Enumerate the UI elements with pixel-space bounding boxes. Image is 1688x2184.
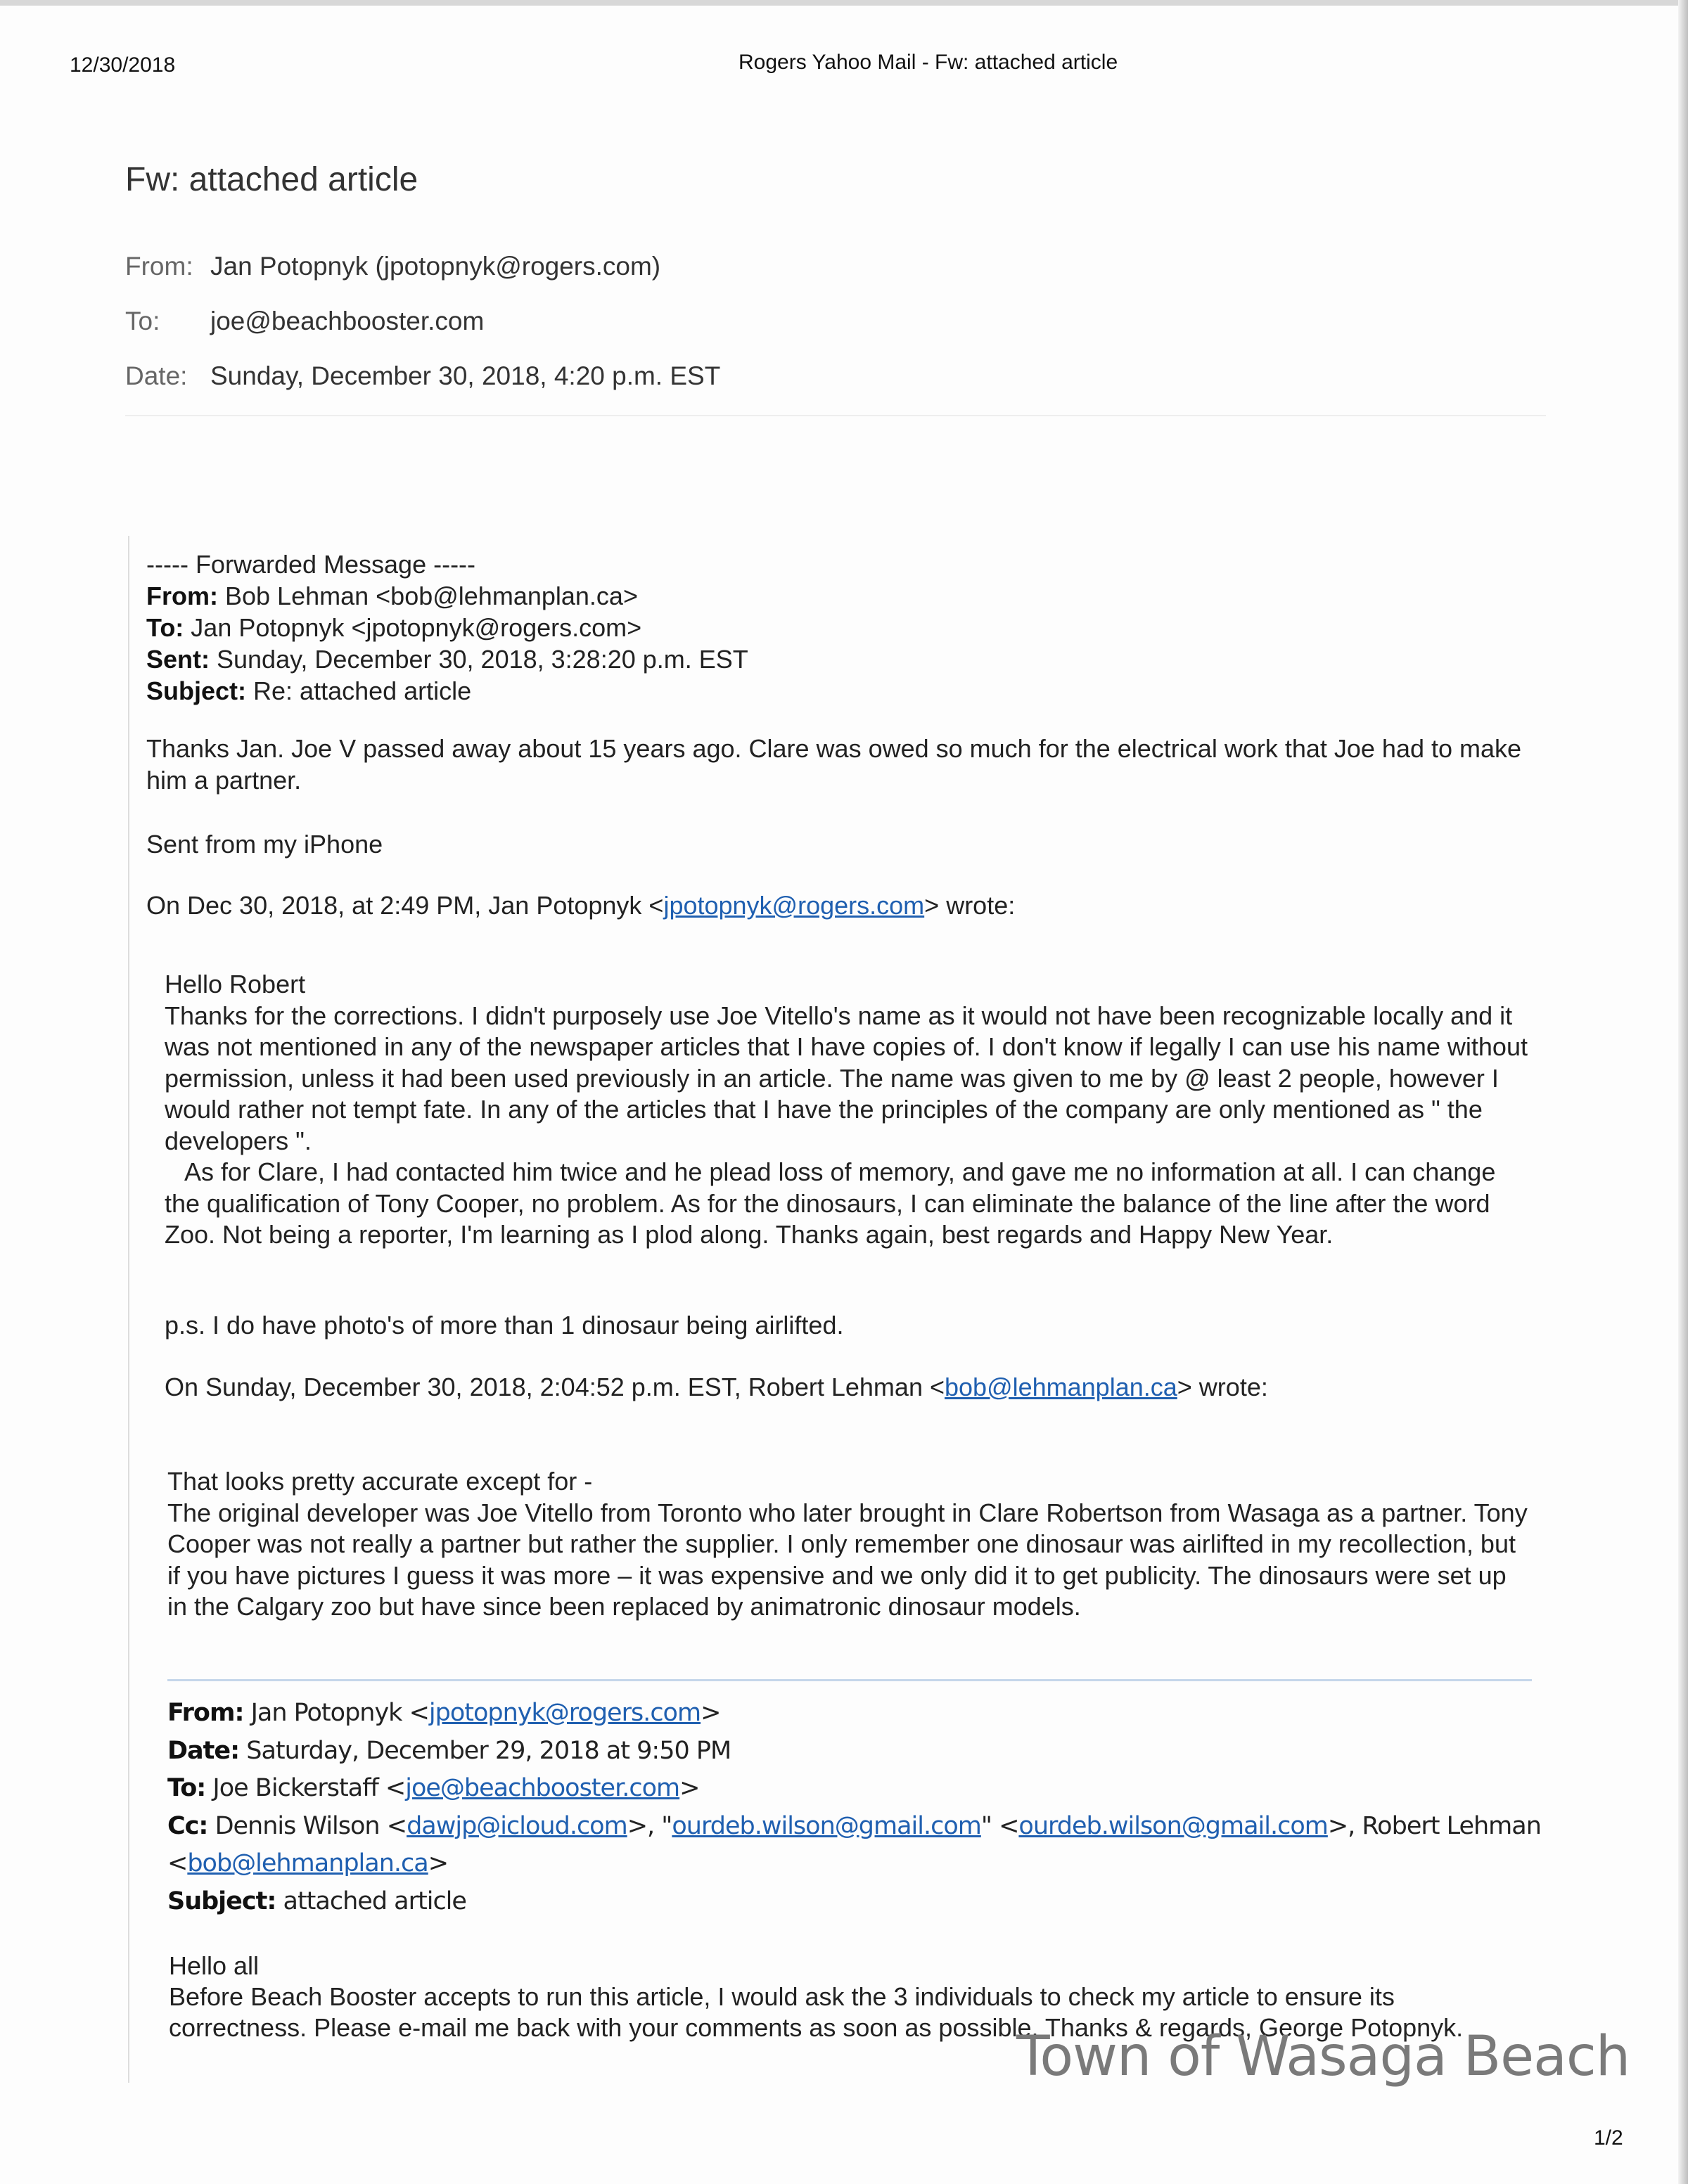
forwarded-header	[146, 548, 1532, 707]
scan-border-top	[0, 0, 1688, 6]
orig-from: From: Jan Potopnyk <jpotopnyk@rogers.com>	[167, 1699, 721, 1727]
fwd-subject: Subject: Re: attached article	[146, 676, 472, 705]
orig-cc: Cc: Dennis Wilson <dawjp@icloud.com>, "ourdeb.wilson@gmail.com" <ourdeb.wilson@gmail.com>, Robert Lehman <bob@lehmanplan.ca>	[167, 1811, 1541, 1877]
email-subject: Fw: attached article	[125, 161, 418, 198]
page-number: 1/2	[1594, 2126, 1623, 2150]
email-link[interactable]: jpotopnyk@rogers.com	[428, 1699, 701, 1727]
orig-to: To: Joe Bickerstaff <joe@beachbooster.com>	[167, 1774, 700, 1802]
reply-bob-line1: That looks pretty accurate except for -	[167, 1467, 593, 1496]
orig-greeting: Hello all	[169, 1951, 260, 1980]
orig-text: Before Beach Booster accepts to run this article, I would ask the 3 individuals to check my article to ensure its correctness. Please e-mail me back with your comments as soon as possible. Thanks & regards, George Potopnyk.	[169, 1982, 1464, 2042]
to-value: joe@beachbooster.com	[210, 307, 485, 335]
email-link[interactable]: ourdeb.wilson@gmail.com	[672, 1811, 981, 1840]
email-link[interactable]: bob@lehmanplan.ca	[945, 1373, 1177, 1401]
email-link[interactable]: jpotopnyk@rogers.com	[663, 891, 925, 920]
fwd-sent: Sent: Sunday, December 30, 2018, 3:28:20 p.m. EST	[146, 645, 748, 674]
reply-bob	[167, 1466, 1528, 1623]
orig-date: Date: Saturday, December 29, 2018 at 9:50 PM	[167, 1736, 731, 1765]
date-label: Date:	[125, 361, 188, 390]
reply-jan	[165, 969, 1529, 1251]
email-link[interactable]: bob@lehmanplan.ca	[187, 1849, 428, 1877]
email-link[interactable]: joe@beachbooster.com	[405, 1774, 680, 1802]
orig-subject: Subject: attached article	[167, 1887, 466, 1915]
fwd-to: To: Jan Potopnyk <jpotopnyk@rogers.com>	[146, 613, 642, 642]
reply-quote-intro: On Sunday, December 30, 2018, 2:04:52 p.m. EST, Robert Lehman <bob@lehmanplan.ca> wrote:	[165, 1373, 1268, 1401]
from-value: Jan Potopnyk (jpotopnyk@rogers.com)	[210, 252, 661, 281]
reply-ps: p.s. I do have photo's of more than 1 dinosaur being airlifted.	[165, 1311, 844, 1340]
from-label: From:	[125, 252, 193, 281]
email-link[interactable]: dawjp@icloud.com	[407, 1811, 627, 1840]
email-to-row	[125, 307, 484, 336]
fwd-signature: Sent from my iPhone	[146, 830, 383, 859]
scan-border-right	[1678, 0, 1688, 2184]
fwd-quote-intro: On Dec 30, 2018, at 2:49 PM, Jan Potopnyk <jpotopnyk@rogers.com> wrote:	[146, 891, 1016, 920]
watermark-stamp: Town of Wasaga Beach	[1016, 2025, 1630, 2088]
to-label: To:	[125, 307, 160, 335]
print-date: 12/30/2018	[70, 53, 176, 77]
email-link[interactable]: ourdeb.wilson@gmail.com	[1018, 1811, 1328, 1840]
email-date-row	[125, 361, 720, 391]
original-header	[167, 1695, 1546, 1920]
email-from-row	[125, 252, 660, 281]
forwarded-banner: ----- Forwarded Message -----	[146, 550, 476, 579]
reply-greeting: Hello Robert	[165, 970, 306, 998]
quote-divider	[167, 1679, 1532, 1681]
fwd-from: From: Bob Lehman <bob@lehmanplan.ca>	[146, 582, 638, 610]
header-divider	[125, 415, 1546, 416]
print-title: Rogers Yahoo Mail - Fw: attached article	[738, 51, 1118, 74]
fwd-body: Thanks Jan. Joe V passed away about 15 years ago. Clare was owed so much for the electrical work that Joe had to make him a partner.	[146, 734, 1522, 795]
reply-para-2: As for Clare, I had contacted him twice and he plead loss of memory, and gave me no information at all. I can change the qualification of Tony Cooper, no problem. As for the dinosaurs, I can eliminate the balance of the line after the word Zoo. Not being a reporter, I'm learning as I plod along. Thanks again, best regards and Happy New Year.	[165, 1157, 1496, 1249]
reply-para-1: Thanks for the corrections. I didn't purposely use Joe Vitello's name as it would not have been recognizable locally and it was not mentioned in any of the newspaper articles that I have copies of. I don't know if legally I can use his name without permission, unless it had been used previously in an article. The name was given to me by @ least 2 people, however I would rather not tempt fate. In any of the articles that I have the principles of the company are only mentioned as " the developers ".	[165, 1001, 1528, 1155]
reply-bob-body: The original developer was Joe Vitello from Toronto who later brought in Clare Robertson from Wasaga as a partner. Tony Cooper was not really a partner but rather the supplier. I only remember one dinosaur was airlifted in my recollection, but if you have pictures I guess it was more – it was expensive and we only did it to get publicity. The dinosaurs were set up in the Calgary zoo but have since been replaced by animatronic dinosaur models.	[167, 1498, 1528, 1621]
date-value: Sunday, December 30, 2018, 4:20 p.m. EST	[210, 361, 721, 390]
